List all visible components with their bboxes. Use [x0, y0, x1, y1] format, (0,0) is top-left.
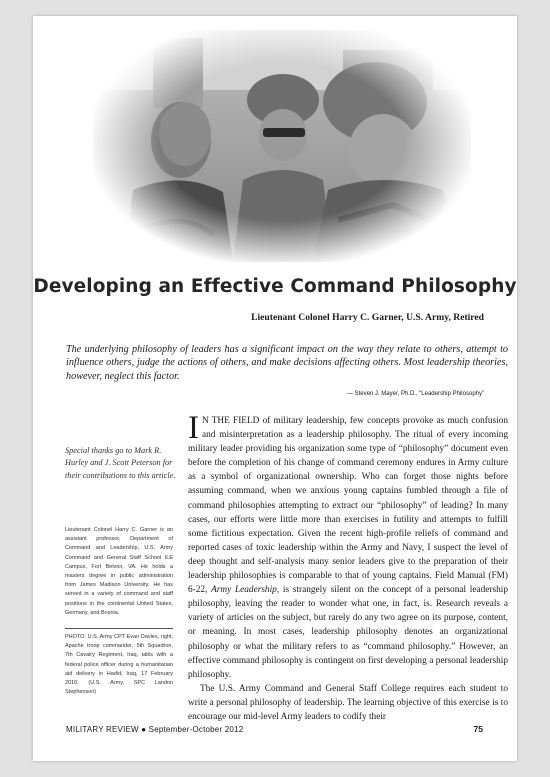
photo-caption: PHOTO: U.S. Army CPT Evan Davies, right, Apache troop commander, 5th Squadron, 7th Cavalry Regiment, Iraq, talks with a federal police officer during a humanitarian aid delivery in Hadid, Iraq, 17 February 2010. (U.S. Army, SPC Landon Stephenson) — [65, 634, 173, 696]
epigraph: The underlying philosophy of leaders has a significant impact on the way they relate to others, attempt to influence others, judge the actions of others, and make decisions affecting others. Most leadership theories, however, neglect this factor. — [66, 344, 508, 382]
soldiers-meeting-photo — [93, 30, 471, 262]
article-body — [188, 410, 508, 724]
sidebar-divider — [65, 628, 173, 629]
body-text: is strangely silent on the concept of a personal leadership philosophy, leaving the reader to wonder what one, in fact, is. Research reveals a variety of articles on the subject, but rarely do any two agree on its purpose, content, or meaning. In most cases, leadership philosophy denotes an organizational philosophy or what the military refers to as “command philosophy.” However, an effective command philosophy is contingent on first developing a personal leadership philosophy. — [188, 585, 508, 680]
body-paragraph: The U.S. Army Command and General Staff College requires each student to write a personal philosophy of leadership. The learning objective of this exercise is to encourage our mid-level Army leaders to codify their — [188, 683, 508, 722]
journal-footer: MILITARY REVIEW ● September-October 2012 — [66, 725, 244, 734]
author-bio: Lieutenant Colonel Harry C. Garner is an assistant professor, Department of Command and Leadership, U.S. Army Command and General Staff School ILE Campus, Fort Belvoir, VA. He holds a masters degree in public administration from James Madison University. He has served in a variety of command and staff positions in the continental United States, Germany, and Bosnia. — [65, 527, 173, 616]
article-photo — [93, 30, 471, 262]
epigraph-source: — Steven J. Mayer, Ph.D., “Leadership Philosophy” — [346, 391, 484, 397]
article-title: Developing an Effective Command Philosophy — [33, 276, 517, 297]
drop-cap: I — [188, 410, 199, 446]
page-number: 75 — [473, 724, 483, 734]
body-paragraph — [188, 410, 508, 682]
magazine-page — [33, 16, 517, 761]
acknowledgement-note: Special thanks go to Mark R. Hurley and J. Scott Peterson for their contributions to this article. — [65, 446, 176, 480]
body-text: N THE FIELD of military leadership, few concepts provoke as much confusion and misinterpretation as a leadership philosophy. The ritual of every incoming military leader providing his organization some type of “philosophy” document even before the completion of his change of command ceremony endures in Army culture as a symbol of organizational ownership. Who can forget those nights before assuming command, when we anxious young captains fumbled through a file of command philosophies attempting to extract our “philosophy” of leading? In many cases, our efforts were little more than exercises in futility and attempts to fulfill some fictitious expectation. Given the recent high-profile reliefs of command and reported cases of toxic leadership within the Army and Navy, I suspect the level of deep thought and self-analysis many senior leaders give to the preparation of their leadership philosophies is comparable to that of young captains. Field Manual (FM) 6-22, — [188, 416, 508, 596]
author-byline: Lieutenant Colonel Harry C. Garner, U.S. Army, Retired — [251, 312, 484, 323]
manual-title: Army Leadership, — [211, 585, 280, 596]
